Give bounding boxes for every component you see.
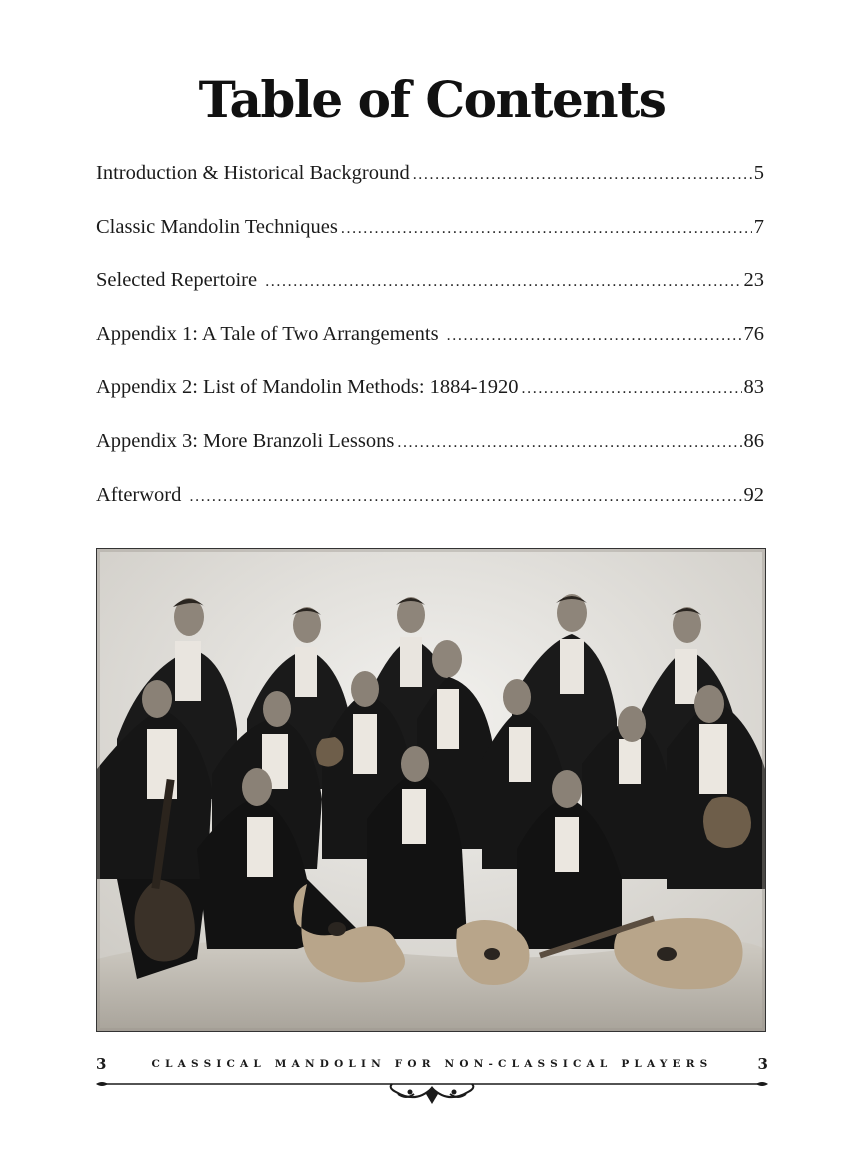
toc-entry-page: 7: [753, 215, 764, 238]
toc-entry-page: 5: [753, 162, 764, 184]
ornamental-rule: [96, 1078, 768, 1108]
toc-entry[interactable]: [96, 208, 764, 262]
footer-page-number-left: 3: [96, 1055, 107, 1073]
toc-entry[interactable]: [96, 315, 764, 369]
toc-entry-label: Classic Mandolin Techniques: [96, 215, 338, 238]
group-photo-illustration: [97, 549, 765, 1031]
toc-entry-page: 76: [743, 322, 764, 345]
toc-entry[interactable]: [96, 261, 764, 315]
dot-leader: [413, 156, 752, 194]
footer-page-number-right: 3: [757, 1055, 768, 1073]
toc-entry-label: Appendix 1: A Tale of Two Arrangements: [96, 322, 444, 345]
page-footer: [96, 1055, 768, 1073]
dot-leader: [190, 478, 742, 516]
toc-entry-label: Afterword: [96, 483, 187, 506]
running-title: CLASSICAL MANDOLIN FOR NON-CLASSICAL PLAYERS: [151, 1058, 713, 1070]
toc-entry-page: 92: [743, 483, 764, 506]
dot-leader: [265, 263, 741, 301]
toc-entry-label: Appendix 3: More Branzoli Lessons: [96, 429, 395, 452]
toc-entry-page: 83: [743, 376, 764, 399]
group-photo: [96, 548, 766, 1032]
toc-entry[interactable]: [96, 476, 764, 530]
dot-leader: [397, 424, 741, 462]
table-of-contents: [96, 154, 764, 529]
toc-entry-label: Selected Repertoire: [96, 269, 263, 292]
toc-entry-label: Appendix 2: List of Mandolin Methods: 1884-1920: [96, 376, 519, 399]
toc-entry-page: 86: [743, 429, 764, 452]
dot-leader: [447, 317, 742, 355]
page-title: Table of Contents: [198, 70, 666, 129]
toc-entry[interactable]: [96, 154, 764, 208]
dot-leader: [522, 370, 742, 408]
toc-entry-page: 23: [743, 269, 764, 292]
toc-entry[interactable]: [96, 368, 764, 422]
toc-entry[interactable]: [96, 422, 764, 476]
toc-entry-label: Introduction & Historical Background: [96, 162, 410, 184]
dot-leader: [341, 210, 752, 248]
